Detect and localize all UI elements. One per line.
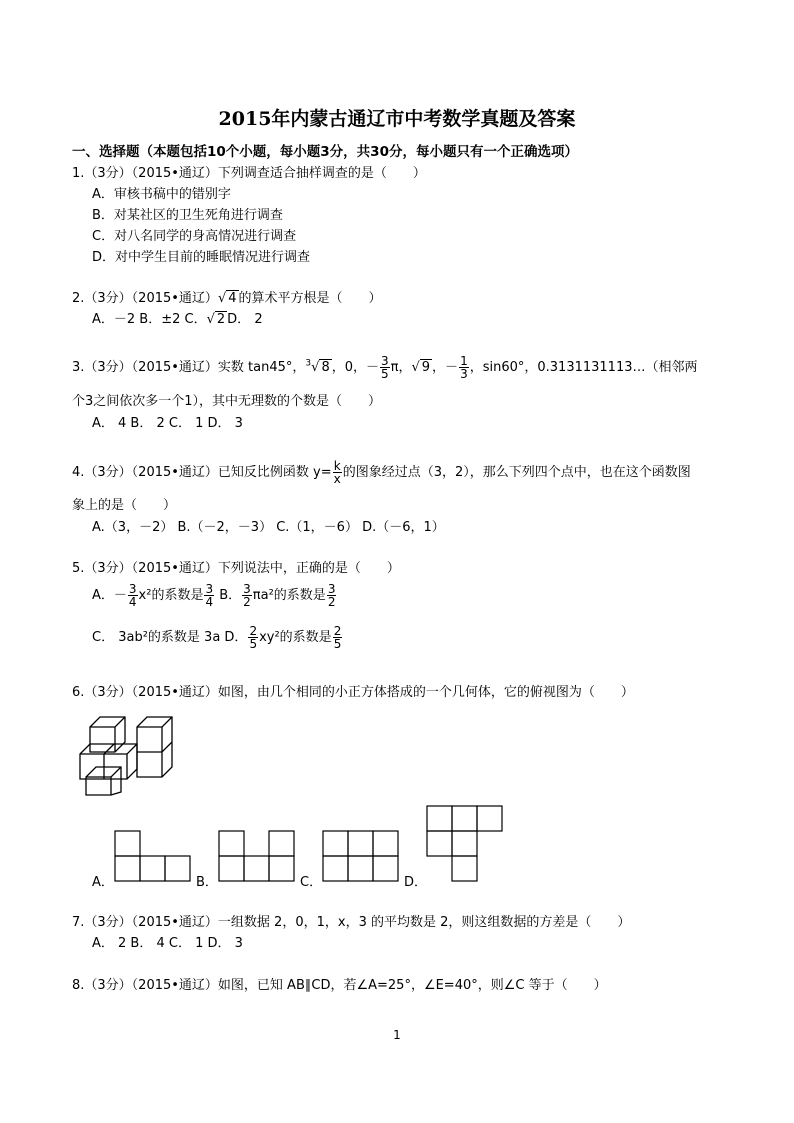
page-title: 2015年内蒙古通辽市中考数学真题及答案	[218, 108, 576, 130]
q1-option-c: C．对八名同学的身高情况进行调查	[92, 229, 297, 244]
q1-stem: 1.（3分）（2015•通辽）下列调查适合抽样调查的是（ ）	[72, 166, 426, 181]
q2-option-c-radicand: 2	[216, 312, 226, 327]
q5-d-frac2	[333, 625, 343, 650]
q4-fraction	[333, 460, 342, 485]
q5-a-num2: 3	[205, 582, 214, 596]
q2-stem	[72, 287, 382, 306]
q2-radicand: 4	[228, 291, 237, 306]
q3-frac1-den: 5	[381, 367, 389, 381]
q3-end: ，sin60°，0.3131131113…（相邻两	[469, 360, 698, 375]
q5-options-cd	[92, 625, 343, 650]
q4-suffix: 的图象经过点（3，2），那么下列四个点中，也在这个函数图	[342, 465, 691, 480]
q5-d-mid: xy²的系数是	[259, 630, 332, 645]
q5-a-den: 4	[128, 595, 137, 609]
q6-option-a-figure	[114, 830, 192, 884]
q5-a-mid: x²的系数是	[138, 588, 204, 603]
q5-b-frac	[242, 583, 252, 608]
q6-option-b-figure	[218, 830, 296, 884]
q3-pi: π，	[390, 360, 412, 375]
q3-options: A． 4 B． 2 C． 1 D． 3	[92, 416, 243, 431]
q5-d-num2: 2	[333, 624, 342, 638]
q4-den: x	[333, 472, 341, 486]
q6-label-b: B．	[196, 875, 218, 890]
q3-fraction-1	[380, 355, 390, 380]
q6-stem: 6.（3分）（2015•通辽）如图，由几个相同的小正方体搭成的一个几何体，它的俯视图为（ ）	[72, 685, 634, 700]
q5-b-den2: 2	[327, 595, 336, 609]
q4-stem	[72, 460, 691, 485]
q6-label-a: A．	[92, 875, 114, 890]
q7-options: A． 2 B． 4 C． 1 D． 3	[92, 936, 243, 951]
q5-b-den: 2	[243, 595, 251, 609]
q5-b-frac2	[327, 583, 337, 608]
q4-prefix: 4.（3分）（2015•通辽）已知反比例函数 y=	[72, 465, 332, 480]
q5-a-pre: A．－	[92, 588, 127, 603]
q4-num: k	[333, 459, 341, 473]
q3-cube-radicand: 8	[321, 360, 330, 375]
q3-sqrt9: 9	[421, 360, 431, 375]
q6-label-d: D．	[404, 875, 428, 890]
sqrt-symbol: √	[411, 360, 420, 375]
q5-d-frac	[248, 625, 258, 650]
page-number: 1	[393, 1028, 401, 1042]
q3-stem	[72, 355, 697, 380]
q5-b-pre: B．	[219, 588, 242, 603]
q2-suffix: 的算术平方根是（ ）	[238, 291, 382, 306]
q5-b-num: 3	[243, 582, 251, 596]
q8-stem: 8.（3分）（2015•通辽）如图，已知 AB∥CD，若∠A=25°，∠E=40°，则∠C 等于（ ）	[72, 978, 607, 993]
q3-cube-index: 3	[305, 358, 312, 369]
q7-stem: 7.（3分）（2015•通辽）一组数据 2，0，1，x，3 的平均数是 2，则这组数据的方差是（ ）	[72, 915, 631, 930]
q3-frac2-num: 1	[460, 354, 468, 368]
q5-stem: 5.（3分）（2015•通辽）下列说法中，正确的是（ ）	[72, 561, 400, 576]
q1-option-b: B．对某社区的卫生死角进行调查	[92, 208, 283, 223]
q6-option-d-figure	[426, 805, 504, 884]
q2-options-abc: A．－2 B．±2 C．	[92, 312, 207, 327]
q3-mid1: ，0，－	[331, 360, 379, 375]
sqrt-symbol: √	[217, 291, 227, 306]
q6-option-c-figure	[322, 830, 400, 884]
q5-options-ab	[92, 583, 337, 608]
q5-d-den: 5	[249, 637, 258, 651]
q3-prefix: 3.（3分）（2015•通辽）实数 tan45°，	[72, 360, 306, 375]
q5-d-num: 2	[249, 624, 258, 638]
q1-option-a: A．审核书稿中的错别字	[92, 187, 231, 202]
q3-fraction-2	[459, 355, 469, 380]
q4-options: A.（3，－2） B.（－2，－3） C.（1，－6） D.（－6，1）	[92, 520, 445, 535]
q3-frac2-den: 3	[460, 367, 468, 381]
q4-line2: 象上的是（ ）	[72, 498, 177, 513]
q5-c: C． 3ab²的系数是 3a D．	[92, 630, 248, 645]
q6-label-c: C．	[300, 875, 323, 890]
cube-figure	[72, 707, 182, 797]
q2-prefix: 2.（3分）（2015•通辽）	[72, 291, 218, 306]
sqrt-symbol: √	[206, 312, 215, 327]
q5-d-den2: 5	[333, 637, 342, 651]
q5-a-den2: 4	[205, 595, 214, 609]
q1-option-d: D．对中学生目前的睡眠情况进行调查	[92, 250, 311, 265]
q5-a-frac2	[204, 583, 214, 608]
sqrt-symbol: √	[311, 360, 320, 375]
q5-a-frac	[128, 583, 138, 608]
q3-frac1-num: 3	[381, 354, 389, 368]
q5-b-num2: 3	[327, 582, 336, 596]
q5-b-mid: πa²的系数是	[252, 588, 326, 603]
q2-option-d: D． 2	[227, 312, 263, 327]
q3-mid2: ，－	[432, 360, 459, 375]
q3-line2: 个3之间依次多一个1），其中无理数的个数是（ ）	[72, 394, 382, 409]
section-heading: 一、选择题（本题包括10个小题，每小题3分，共30分，每小题只有一个正确选项）	[72, 144, 578, 160]
q2-options	[92, 308, 263, 327]
q5-a-num: 3	[128, 582, 137, 596]
